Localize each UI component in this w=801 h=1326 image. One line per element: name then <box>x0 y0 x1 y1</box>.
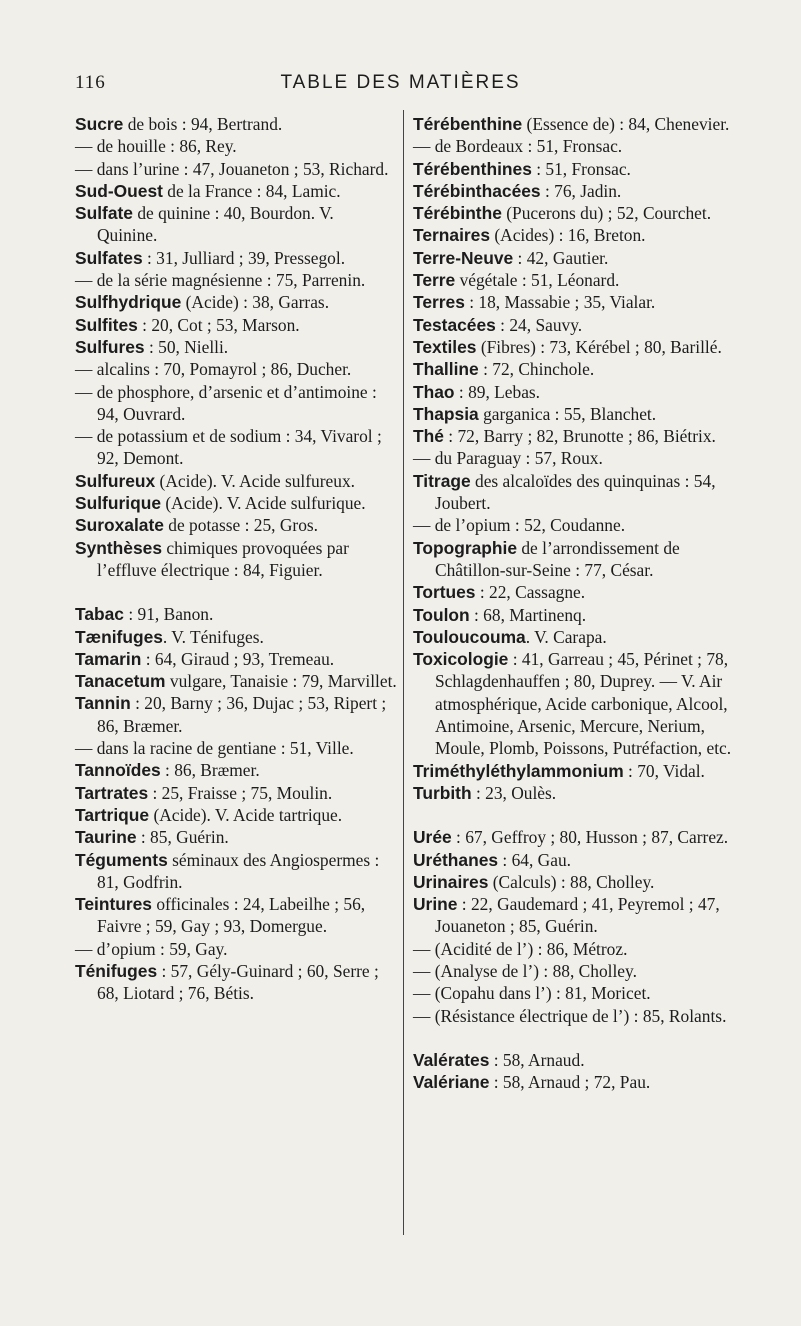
entry-text: garganica : 55, Blanchet. <box>478 403 657 424</box>
entry-headword: Teintures <box>75 894 152 915</box>
entry-text: séminaux des Angiospermes : 81, Godfrin. <box>97 849 380 892</box>
index-entry <box>75 692 397 737</box>
entry-text: — de Bordeaux : 51, Fronsac. <box>413 136 623 157</box>
index-entry <box>75 381 397 426</box>
entry-headword: Térébinthe <box>413 203 502 224</box>
index-entry <box>75 269 397 291</box>
index-entry <box>413 537 748 582</box>
entry-text: vulgare, Tanaisie : 79, Marvillet. <box>165 671 397 692</box>
entry-headword: Thapsia <box>413 403 479 424</box>
entry-text: : 50, Nielli. <box>144 336 229 357</box>
entry-text: : 91, Banon. <box>123 604 214 625</box>
entry-headword: Terre <box>413 270 456 291</box>
entry-headword: Tortues <box>413 582 476 603</box>
entry-headword: Valériane <box>413 1072 490 1093</box>
entry-text: . V. Carapa. <box>525 626 607 647</box>
index-entry <box>413 938 748 960</box>
entry-headword: Sulfites <box>75 314 138 335</box>
entry-text: — (Analyse de l’) : 88, Cholley. <box>413 960 637 981</box>
entry-text: : 67, Geffroy ; 80, Husson ; 87, Carrez. <box>451 827 729 848</box>
index-entry <box>75 158 397 180</box>
index-entry <box>413 1049 748 1071</box>
entry-text: : 72, Barry ; 82, Brunotte ; 86, Biétrix. <box>443 426 716 447</box>
entry-headword: Tanacetum <box>75 671 166 692</box>
entry-text: : 51, Fronsac. <box>531 158 631 179</box>
entry-text: : 70, Vidal. <box>623 760 705 781</box>
index-entry <box>75 826 397 848</box>
index-entry <box>75 514 397 536</box>
index-entry <box>75 492 397 514</box>
index-entry <box>75 782 397 804</box>
entry-text: (Calculs) : 88, Cholley. <box>488 871 655 892</box>
index-entry <box>413 224 748 246</box>
index-entry <box>75 336 397 358</box>
index-entry <box>75 938 397 960</box>
entry-headword: Tamarin <box>75 648 142 669</box>
entry-headword: Valérates <box>413 1049 490 1070</box>
page-header <box>0 72 801 102</box>
entry-text: : 31, Julliard ; 39, Pressegol. <box>142 247 346 268</box>
entry-text: chimiques provoquées par l’effluve électrique : 84, Figuier. <box>97 537 349 580</box>
entry-text: : 25, Fraisse ; 75, Moulin. <box>148 782 333 803</box>
entry-text: des alcaloïdes des quinquinas : 54, Joubert. <box>435 470 716 514</box>
index-entry <box>413 381 748 403</box>
entry-headword: Sulfureux <box>75 470 156 491</box>
page-title: TABLE DES MATIÈRES <box>280 72 521 93</box>
entry-text: . V. Ténifuges. <box>162 626 264 647</box>
entry-text: — de potassium et de sodium : 34, Vivarol ; 92, Demont. <box>75 426 382 469</box>
entry-headword: Thalline <box>413 359 479 380</box>
index-entry <box>75 470 397 492</box>
entry-headword: Sud-Ouest <box>75 180 163 201</box>
entry-headword: Textiles <box>413 336 477 357</box>
entry-headword: Toxicologie <box>413 649 509 670</box>
page-number: 116 <box>75 72 106 93</box>
entry-text: — de la série magnésienne : 75, Parrenin. <box>75 270 366 291</box>
index-entry <box>413 314 748 336</box>
entry-text: — alcalins : 70, Pomayrol ; 86, Ducher. <box>75 359 352 380</box>
entry-text: (Acide). V. Acide tartrique. <box>149 804 343 825</box>
index-entry <box>413 826 748 848</box>
entry-headword: Tannoïdes <box>75 760 161 781</box>
index-entry <box>413 760 748 782</box>
entry-text: officinales : 24, Labeilhe ; 56, Faivre ; 59, Gay ; 93, Domergue. <box>97 894 366 937</box>
index-entry <box>75 135 397 157</box>
index-entry <box>413 247 748 269</box>
entry-text: : 76, Jadin. <box>540 180 622 201</box>
entry-text: : 89, Lebas. <box>454 381 541 402</box>
entry-headword: Sulfate <box>75 203 133 224</box>
entry-headword: Suroxalate <box>75 515 164 536</box>
index-entry <box>413 514 748 536</box>
index-entry <box>413 336 748 358</box>
entry-text: : 23, Oulès. <box>471 782 557 803</box>
entry-headword: Téguments <box>75 849 168 870</box>
entry-headword: Touloucouma <box>413 626 526 647</box>
index-entry <box>413 180 748 202</box>
index-entry <box>413 581 748 603</box>
entry-headword: Sulfates <box>75 247 143 268</box>
entry-headword: Taurine <box>75 827 137 848</box>
index-entry <box>413 425 748 447</box>
index-entry <box>75 202 397 247</box>
entry-text: : 85, Guérin. <box>136 827 229 848</box>
entry-text: — (Copahu dans l’) : 81, Moricet. <box>413 983 651 1004</box>
entry-text: (Acides) : 16, Breton. <box>490 225 646 246</box>
index-entry <box>75 180 397 202</box>
index-entry <box>75 670 397 692</box>
index-entry <box>75 247 397 269</box>
index-entry <box>413 893 748 938</box>
index-entry <box>413 291 748 313</box>
index-entry <box>413 113 748 135</box>
entry-headword: Sulfures <box>75 336 145 357</box>
entry-text: de l’arrondissement de Châtillon-sur-Seine : 77, César. <box>435 537 680 580</box>
entry-text: : 42, Gautier. <box>513 247 609 268</box>
entry-text: de potasse : 25, Gros. <box>163 515 319 536</box>
entry-text: : 20, Barny ; 36, Dujac ; 53, Ripert ; 86, Bræmer. <box>97 693 387 736</box>
index-entry <box>75 759 397 781</box>
entry-text: : 68, Martinenq. <box>469 604 587 625</box>
entry-text: (Fibres) : 73, Kérébel ; 80, Barillé. <box>476 336 722 357</box>
entry-headword: Thé <box>413 426 444 447</box>
entry-headword: Terre-Neuve <box>413 247 514 268</box>
entry-headword: Térébenthine <box>413 114 523 134</box>
index-entry <box>413 982 748 1004</box>
index-entry <box>75 960 397 1005</box>
right-column <box>413 113 748 1093</box>
index-entry <box>75 737 397 759</box>
index-entry <box>75 291 397 313</box>
index-entry <box>413 470 748 515</box>
entry-headword: Urée <box>413 827 452 848</box>
entry-headword: Testacées <box>413 314 496 335</box>
entry-text: — (Acidité de l’) : 86, Métroz. <box>413 938 628 959</box>
index-entry <box>413 1071 748 1093</box>
index-entry <box>75 425 397 470</box>
index-entry <box>413 403 748 425</box>
index-entry <box>413 1005 748 1027</box>
index-entry <box>75 603 397 625</box>
entry-headword: Synthèses <box>75 537 162 558</box>
index-entry <box>413 626 748 648</box>
entry-text: : 86, Bræmer. <box>160 760 260 781</box>
entry-headword: Ténifuges <box>75 960 158 981</box>
index-entry <box>413 782 748 804</box>
entry-headword: Urine <box>413 894 458 915</box>
entry-text: — dans l’urine : 47, Jouaneton ; 53, Richard. <box>75 158 389 179</box>
index-entry <box>413 358 748 380</box>
entry-text: (Pucerons du) ; 52, Courchet. <box>501 203 712 224</box>
entry-text: (Acide). V. Acide sulfurique. <box>161 493 366 514</box>
entry-text: (Essence de) : 84, Chenevier. <box>522 114 730 134</box>
entry-headword: Sulfhydrique <box>75 292 182 313</box>
entry-text: : 24, Sauvy. <box>495 314 583 335</box>
index-entry <box>75 849 397 894</box>
index-entry <box>413 849 748 871</box>
entry-text: végétale : 51, Léonard. <box>455 270 620 291</box>
entry-headword: Toulon <box>413 604 470 625</box>
entry-headword: Térébenthines <box>413 158 532 179</box>
entry-text: : 20, Cot ; 53, Marson. <box>137 314 300 335</box>
entry-text: — (Résistance électrique de l’) : 85, Rolants. <box>413 1005 727 1026</box>
index-entry <box>413 871 748 893</box>
index-entry <box>413 269 748 291</box>
entry-text: de quinine : 40, Bourdon. V. Quinine. <box>97 203 334 246</box>
entry-headword: Sucre <box>75 114 124 134</box>
index-entry <box>75 804 397 826</box>
entry-headword: Tartrates <box>75 782 149 803</box>
index-entry <box>413 960 748 982</box>
index-entry <box>413 648 748 759</box>
entry-text: : 72, Chinchole. <box>478 359 595 380</box>
entry-text: de la France : 84, Lamic. <box>162 180 341 201</box>
index-entry <box>75 314 397 336</box>
column-divider <box>403 110 404 1235</box>
entry-headword: Topographie <box>413 537 518 558</box>
entry-text: (Acide) : 38, Garras. <box>181 292 330 313</box>
entry-headword: Sulfurique <box>75 493 161 514</box>
entry-text: : 41, Garreau ; 45, Périnet ; 78, Schlagdenhauffen ; 80, Duprey. — V. Air atmosphérique, Acide carbonique, Alcool, Antimoine, Arsenic, Mercure, Nerium, Moule, Plomb, Poissons, Putréfaction, etc. <box>435 649 732 759</box>
entry-text: — de houille : 86, Rey. <box>75 136 237 157</box>
entry-headword: Thao <box>413 381 455 402</box>
index-entry <box>75 648 397 670</box>
entry-text: (Acide). V. Acide sulfureux. <box>155 470 355 491</box>
index-entry <box>413 135 748 157</box>
entry-headword: Terres <box>413 292 465 313</box>
entry-text: — d’opium : 59, Gay. <box>75 938 228 959</box>
entry-text: de bois : 94, Bertrand. <box>123 114 283 134</box>
entry-headword: Ternaires <box>413 225 491 246</box>
index-entry <box>75 893 397 938</box>
entry-headword: Térébinthacées <box>413 180 541 201</box>
index-entry <box>75 537 397 582</box>
entry-text: : 22, Gaudemard ; 41, Peyremol ; 47, Jouaneton ; 85, Guérin. <box>435 894 720 937</box>
entry-text: — de l’opium : 52, Coudanne. <box>413 515 626 536</box>
entry-headword: Uréthanes <box>413 849 499 870</box>
entry-headword: Tabac <box>75 604 124 625</box>
entry-text: — dans la racine de gentiane : 51, Ville. <box>75 738 354 759</box>
entry-text: : 18, Massabie ; 35, Vialar. <box>464 292 656 313</box>
left-column <box>75 113 397 1005</box>
entry-text: : 64, Giraud ; 93, Tremeau. <box>141 648 335 669</box>
entry-headword: Tannin <box>75 693 131 714</box>
entry-headword: Turbith <box>413 782 472 803</box>
index-entry <box>413 202 748 224</box>
index-entry <box>413 447 748 469</box>
entry-headword: Tænifuges <box>75 626 163 647</box>
entry-headword: Urinaires <box>413 871 489 892</box>
entry-headword: Titrage <box>413 470 471 491</box>
entry-text: : 57, Gély-Guinard ; 60, Serre ; 68, Liotard ; 76, Bétis. <box>97 960 379 1004</box>
entry-headword: Triméthyléthylammonium <box>413 760 624 781</box>
entry-text: : 22, Cassagne. <box>475 582 586 603</box>
entry-text: : 58, Arnaud ; 72, Pau. <box>489 1072 651 1093</box>
entry-headword: Tartrique <box>75 804 150 825</box>
index-entry <box>75 358 397 380</box>
index-entry <box>413 604 748 626</box>
index-entry <box>75 626 397 648</box>
entry-text: — du Paraguay : 57, Roux. <box>413 448 603 469</box>
entry-text: : 58, Arnaud. <box>489 1049 585 1070</box>
entry-text: — de phosphore, d’arsenic et d’antimoine : 94, Ouvrard. <box>75 381 377 424</box>
entry-text: : 64, Gau. <box>498 849 571 870</box>
index-entry <box>75 113 397 135</box>
index-entry <box>413 158 748 180</box>
